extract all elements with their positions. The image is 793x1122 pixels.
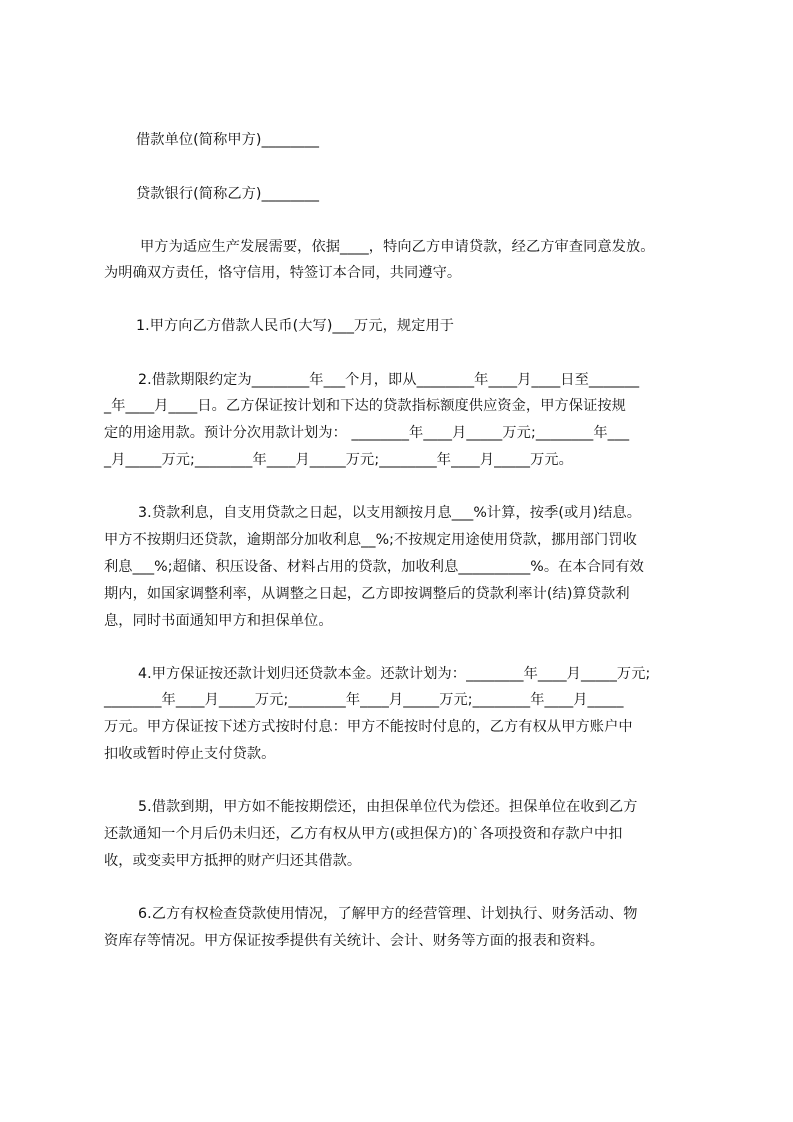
clause-line: 6.乙方有权检查贷款使用情况，了解甲方的经营管理、计划执行、财务活动、物 <box>138 906 638 922</box>
clause-line: 甲方不按期归还贷款，逾期部分加收利息__%;不按规定用途使用贷款，挪用部门罚收 <box>104 532 637 548</box>
clause-line: _月_____万元;________年____月_____万元;________年____月_____万元。 <box>104 452 573 468</box>
clause-line: 息，同时书面通知甲方和担保单位。 <box>104 613 333 629</box>
borrower-line: 借款单位(简称甲方)________ <box>136 132 320 148</box>
intro-line: 甲方为适应生产发展需要，依据____，特向乙方申请贷款，经乙方审查同意发放。 <box>140 239 655 255</box>
clause-line: 5.借款到期，甲方如不能按期偿还，由担保单位代为偿还。担保单位在收到乙方 <box>138 799 638 815</box>
clause-line: 1.甲方向乙方借款人民币(大写)___万元，规定用于 <box>136 318 455 334</box>
clause-line: 3.贷款利息，自支用贷款之日起，以支用额按月息___%计算，按季(或月)结息。 <box>138 505 642 521</box>
clause-line: 还款通知一个月后仍未归还，乙方有权从甲方(或担保方)的`各项投资和存款户中扣 <box>104 826 623 842</box>
clause-line: 万元。甲方保证按下述方式按时付息：甲方不能按时付息的，乙方有权从甲方账户中 <box>104 719 633 735</box>
clause-line: _年____月____日。乙方保证按计划和下达的贷款指标额度供应资金，甲方保证按规 <box>104 398 626 414</box>
intro-line: 为明确双方责任，恪守信用，特签订本合同，共同遵守。 <box>104 265 462 281</box>
clause-line: 定的用途用款。预计分次用款计划为： ________年____月_____万元;________年___ <box>104 425 630 441</box>
clause-line: 2.借款期限约定为________年___个月，即从________年____月____日至_______ <box>138 372 640 388</box>
clause-line: 利息___%;超储、积压设备、材料占用的贷款，加收利息__________%。在本合同有效 <box>104 559 644 575</box>
lender-line: 贷款银行(简称乙方)________ <box>136 186 320 202</box>
clause-line: 资库存等情况。甲方保证按季提供有关统计、会计、财务等方面的报表和资料。 <box>104 933 605 949</box>
clause-line: 扣收或暂时停止支付贷款。 <box>104 746 276 762</box>
clause-line: 收，或变卖甲方抵押的财产归还其借款。 <box>104 853 362 869</box>
clause-line: 期内，如国家调整利率，从调整之日起，乙方即按调整后的贷款利率计(结)算贷款利 <box>104 586 630 602</box>
clause-line: ________年____月_____万元;________年____月_____万元;________年____月_____ <box>104 692 624 708</box>
clause-line: 4.甲方保证按还款计划归还贷款本金。还款计划为：________年____月_____万元; <box>138 666 651 682</box>
